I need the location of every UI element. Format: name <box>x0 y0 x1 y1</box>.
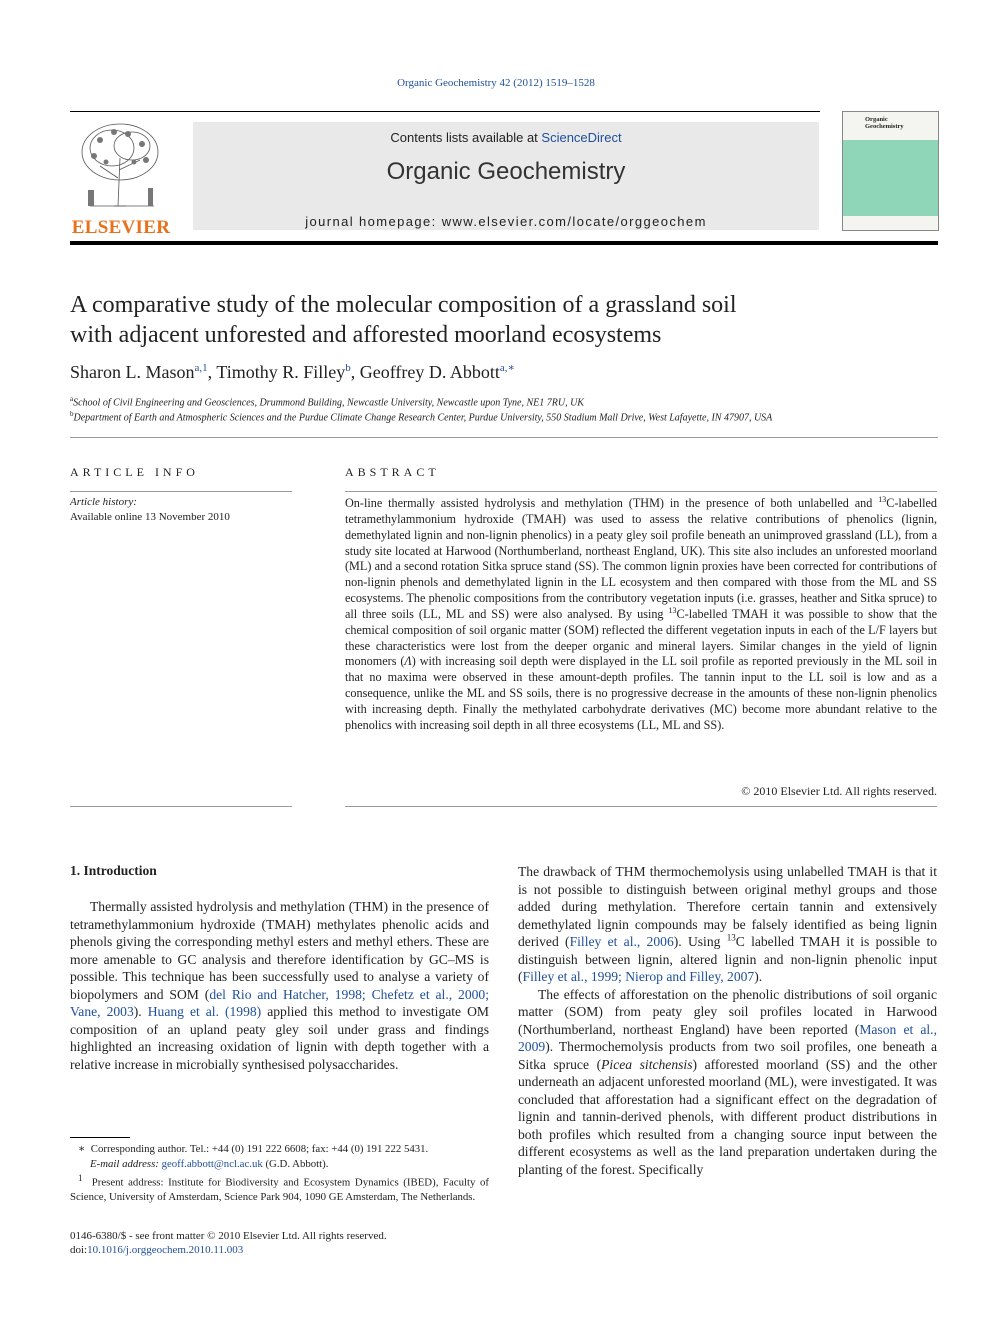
sciencedirect-link[interactable]: ScienceDirect <box>541 130 622 145</box>
author-list: Sharon L. Mason$^{a,1}$, Timothy R. Filley$^b$, Geoffrey D. Abbott$^{a,∗}$ <box>70 362 515 382</box>
abstract-heading: ABSTRACT <box>345 465 440 479</box>
section-heading-introduction: 1. Introduction <box>70 863 157 878</box>
author-affiliation-ref[interactable]: b <box>345 362 351 374</box>
footnote-present-address: $^1$ Present address: Institute for Biodiversity and Ecosystem Dynamics (IBED), Faculty of Science, University of Amsterdam, Science Park 904, 1090 GE Amsterdam, The Netherlands. <box>70 1173 489 1203</box>
affiliation: $^a$School of Civil Engineering and Geosciences, Drummond Building, Newcastle University, Newcastle upon Tyne, NE1 7RU, UK <box>70 395 584 409</box>
divider <box>345 806 937 807</box>
elsevier-logo[interactable] <box>70 118 172 238</box>
divider <box>70 437 938 438</box>
footnote-email: E-mail address: geoff.abbott@ncl.ac.uk (G.D. Abbott). <box>90 1158 329 1170</box>
article-history-value: Available online 13 November 2010 <box>70 511 230 523</box>
body-paragraph: The drawback of THM thermochemolysis using unlabelled TMAH is that it is not possible to distinguish between original methyl groups and those added during methylation. Therefore certain tannin and extensively demethylated lignin compounds may be falsely identified as being lignin derived (Filley et al., 2006). Using $^{13}$C labelled TMAH it is possible to distinguish between lignin, altered lignin and non-lignin phenolic input (Filley et al., 1999; Nierop and Filley, 2007). <box>518 864 938 984</box>
affiliation: $^b$Department of Earth and Atmospheric Sciences and the Purdue Climate Change Research Center, Purdue University, 550 Stadium Mall Drive, West Lafayette, IN 47907, USA <box>70 410 773 424</box>
journal-citation[interactable]: Organic Geochemistry 42 (2012) 1519–1528 <box>397 77 595 89</box>
reference-link[interactable]: Filley et al., 2006 <box>569 934 674 949</box>
cover-header <box>843 112 938 140</box>
divider <box>70 806 292 807</box>
divider <box>70 491 292 492</box>
email-link[interactable]: geoff.abbott@ncl.ac.uk <box>161 1158 263 1170</box>
author-name: Timothy R. Filley <box>216 362 346 382</box>
author-affiliation-ref[interactable]: a,∗ <box>499 362 515 374</box>
intro-paragraph: Thermally assisted hydrolysis and methylation (THM) in the presence of tetramethylammonium hydroxide (TMAH) methylates phenolic acids and phenols giving the corresponding methyl esters and methyl ethers. These are more amenable to GC analysis and therefore identification by GC–MS is possible. This technique has been successfully used to analyse a variety of biopolymers and SOM (del Rio and Hatcher, 1998; Chefetz et al., 2000; Vane, 2003). Huang et al. (1998) applied this method to investigate OM composition of an upland peaty gley soil under grass and findings highlighted an increasing oxidation of lignin with depth together with a relative increase in microbially synthesised polysaccharides. <box>70 899 489 1072</box>
doi-line: doi:10.1016/j.orggeochem.2010.11.003 <box>70 1244 244 1256</box>
article-history-label: Article history: <box>70 496 137 508</box>
reference-link[interactable]: Filley et al., 1999; Nierop and Filley, 2007 <box>522 969 755 984</box>
header-rule <box>70 111 820 112</box>
contents-line: Contents lists available at ScienceDirect <box>390 130 622 145</box>
publisher-name: ELSEVIER <box>71 217 171 238</box>
footnote-rule <box>70 1137 130 1138</box>
author-name: Geoffrey D. Abbott <box>359 362 500 382</box>
reference-link[interactable]: Mason et al., 2009 <box>518 1021 937 1054</box>
abstract-copyright: © 2010 Elsevier Ltd. All rights reserved. <box>741 784 937 798</box>
header-thick-rule <box>70 241 938 245</box>
cover-footer <box>843 216 938 230</box>
reference-link[interactable]: Huang et al. (1998) <box>147 1004 262 1019</box>
reference-link[interactable]: del Rio and Hatcher, 1998; Chefetz et al., 2000; Vane, 2003 <box>70 986 489 1019</box>
footnote-corresponding: ∗ Corresponding author. Tel.: +44 (0) 191 222 6608; fax: +44 (0) 191 222 5431. <box>78 1143 429 1155</box>
divider <box>345 491 937 492</box>
body-paragraph: The effects of afforestation on the phenolic distributions of soil organic matter (SOM) from peaty gley soil profiles located in Harwood (Northumberland, northeast England) have been reported (Mason et al., 2009). Thermochemolysis products from two soil profiles, one beneath a Sitka spruce (Picea sitchensis) afforested moorland (SS) and the other underneath an adjacent unforested moorland (ML), were investigated. It was concluded that afforestation had a significant effect on the degradation of lignin and tannin-derived phenols, with different product distributions in both profiles which resulted from a changing source input between the different ecosystems as well as the land preparation undertaken during the planting of the forest. Specifically <box>518 986 938 1177</box>
journal-title: Organic Geochemistry <box>386 158 626 185</box>
right-column-text <box>518 863 937 1178</box>
cover-title: Organic Geochemistry <box>865 116 904 130</box>
article-info-heading: ARTICLE INFO <box>70 465 199 479</box>
elsevier-tree-icon <box>70 118 172 214</box>
author-name: Sharon L. Mason <box>70 362 195 382</box>
article-title: A comparative study of the molecular composition of a grassland soil with adjacent unforested and afforested moorland ecosystems <box>70 292 737 348</box>
journal-homepage-link[interactable]: journal homepage: www.elsevier.com/locate/orggeochem <box>305 214 707 229</box>
doi-link[interactable]: 10.1016/j.orggeochem.2010.11.003 <box>87 1244 244 1256</box>
author-affiliation-ref[interactable]: a,1 <box>194 362 208 374</box>
abstract-text: On-line thermally assisted hydrolysis and methylation (THM) in the presence of both unlabelled and $^{13}$C-labelled tetramethylammonium hydroxide (TMAH) was used to assess the relative contributions of phenolics (lignin, demethylated lignin and non-lignin phenolics) in a peaty gley soil profile beneath an unimproved grassland (LL), from a study site located at Harwood (Northumberland, northeast England, UK). This site also includes an unforested moorland (ML) and a second rotation Sitka spruce stand (SS). The common lignin proxies have been corrected for contributions of non-lignin phenols and demethylated lignin in the LL ecosystem and then compared with those from the ML and SS ecosystems. The phenolic compositions from the contributory vegetation inputs (i.e. grasses, heather and Sitka spruce) to all three soils (LL, ML and SS) were also analysed. By using $^{13}$C-labelled TMAH it was possible to show that the chemical composition of soil organic matter (SOM) reflected the different vegetation inputs in each of the L/F layers but these characteristics were lost from the deeper organic and mineral layers. Similar changes in the yield of lignin monomers (Λ) with increasing soil depth were displayed in the LL soil profile as reported previously in the ML soil in that no maxima were observed in these amount-depth profiles. The tannin input to the LL soil is low and as a consequence, unlike the ML and SS soils, there is no progressive decrease in the amounts of these non-lignin phenolics with increasing depth. Finally the methylated carbohydrate derivatives (MC) become more abundant relative to the phenolics with increasing soil depth in all three ecosystems (LL, ML and SS). <box>345 494 937 732</box>
issn-line: 0146-6380/$ - see front matter © 2010 Elsevier Ltd. All rights reserved. <box>70 1230 387 1242</box>
journal-cover-thumbnail[interactable] <box>842 111 939 231</box>
journal-banner <box>193 122 819 230</box>
